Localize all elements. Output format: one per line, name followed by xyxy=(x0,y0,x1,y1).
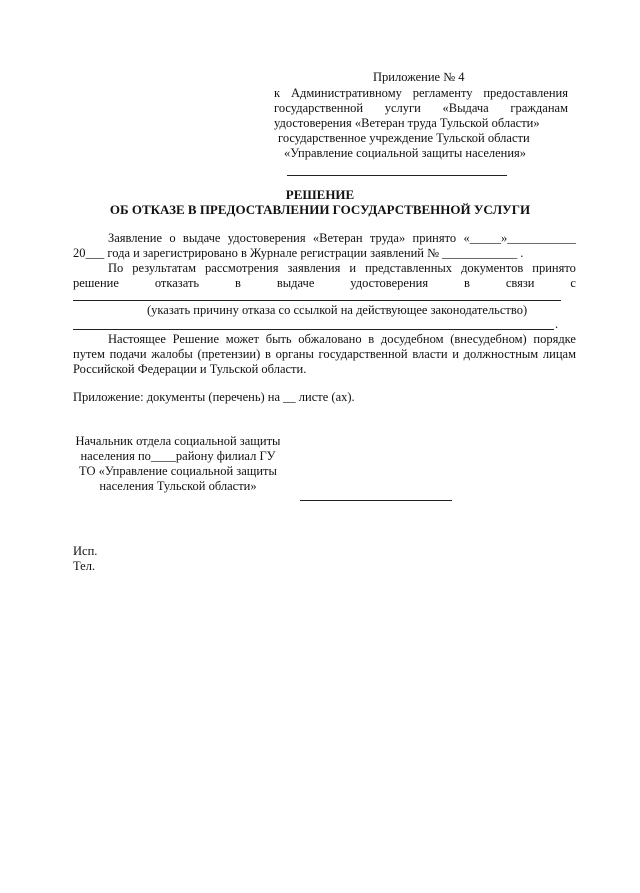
word: гражданам xyxy=(510,101,568,115)
signature-line-1: Начальник отдела социальной защиты xyxy=(75,434,281,448)
word: в xyxy=(368,332,375,346)
word: «Ветеран xyxy=(312,231,363,245)
p2-line-2 xyxy=(73,276,576,291)
appendix-line-2 xyxy=(274,101,568,116)
word: решение xyxy=(73,276,119,290)
attachment-line: Приложение: документы (перечень) на __ листе (ах). xyxy=(73,390,355,404)
signature-line-3: ТО «Управление социальной защиты xyxy=(79,464,277,478)
p3-line-1 xyxy=(108,332,576,347)
word: должностным xyxy=(463,347,539,361)
word: в xyxy=(264,347,271,361)
title-line-1: РЕШЕНИЕ xyxy=(285,187,355,202)
word: отказать xyxy=(154,276,200,290)
word: (внесудебном) xyxy=(450,332,527,346)
word: услуги xyxy=(384,101,421,115)
word: «_____»___________ xyxy=(463,231,576,245)
word: порядке xyxy=(533,332,576,346)
word: может xyxy=(225,332,260,346)
word: Настоящее xyxy=(108,332,166,346)
word: регламенту xyxy=(412,86,473,100)
word: государственной xyxy=(274,101,364,115)
word: государственной xyxy=(318,347,408,361)
word: удостоверения xyxy=(227,231,306,245)
word: удостоверения xyxy=(350,276,429,290)
word: подачи xyxy=(109,347,147,361)
p1-line-1 xyxy=(108,231,576,246)
word: принято xyxy=(412,231,457,245)
signature-rule xyxy=(300,500,452,501)
appendix-line-5: «Управление социальной защиты населения» xyxy=(284,146,527,160)
appendix-number: Приложение № 4 xyxy=(373,70,465,84)
word: Административному xyxy=(290,86,402,100)
word: досудебном xyxy=(380,332,444,346)
word: лицам xyxy=(542,347,576,361)
signature-line-4: населения Тульской области» xyxy=(99,479,257,493)
p3-line-2 xyxy=(73,347,576,362)
word: (претензии) xyxy=(197,347,261,361)
word: обжаловано xyxy=(298,332,362,346)
word: представленных xyxy=(365,261,453,275)
p3-line-3: Российской Федерации и Тульской области. xyxy=(73,362,307,376)
word: выдаче xyxy=(276,276,315,290)
word: путем xyxy=(73,347,105,361)
reason-rule-2 xyxy=(73,329,554,330)
word: быть xyxy=(265,332,292,346)
word: и xyxy=(452,347,459,361)
word: с xyxy=(570,276,576,290)
word: предоставления xyxy=(483,86,568,100)
word: власти xyxy=(412,347,448,361)
reason-rule-1 xyxy=(73,300,561,301)
word: Решение xyxy=(172,332,220,346)
word: заявления xyxy=(287,261,341,275)
reason-hint: (указать причину отказа со ссылкой на действующее законодательство) xyxy=(147,303,528,317)
word: и xyxy=(349,261,357,275)
word: в xyxy=(235,276,241,290)
reason-end: . xyxy=(555,317,559,331)
appendix-line-1 xyxy=(274,86,568,101)
word: выдаче xyxy=(182,231,221,245)
executor-label: Исп. xyxy=(73,544,98,558)
word: рассмотрения xyxy=(205,261,279,275)
p1-line-2: 20___ года и зарегистрировано в Журнале регистрации заявлений № ____________ . xyxy=(73,246,524,260)
phone-label: Тел. xyxy=(73,559,96,573)
word: Заявление xyxy=(108,231,163,245)
appendix-line-4: государственное учреждение Тульской области xyxy=(278,131,530,145)
word: о xyxy=(169,231,176,245)
p2-line-1 xyxy=(108,261,576,276)
word: принято xyxy=(532,261,576,275)
word: «Выдача xyxy=(442,101,489,115)
word: результатам xyxy=(132,261,196,275)
word: к xyxy=(274,86,281,100)
word: По xyxy=(108,261,124,275)
word: в xyxy=(464,276,470,290)
word: жалобы xyxy=(151,347,193,361)
title-line-2: ОБ ОТКАЗЕ В ПРЕДОСТАВЛЕНИИ ГОСУДАРСТВЕННОЙ УСЛУГИ xyxy=(109,202,531,217)
word: документов xyxy=(461,261,524,275)
word: связи xyxy=(505,276,535,290)
signature-line-2: населения по____району филиал ГУ xyxy=(80,449,276,463)
word: органы xyxy=(275,347,314,361)
appendix-signature-rule xyxy=(287,175,507,176)
appendix-line-3: удостоверения «Ветеран труда Тульской области» xyxy=(274,116,540,130)
word: труда» xyxy=(369,231,406,245)
